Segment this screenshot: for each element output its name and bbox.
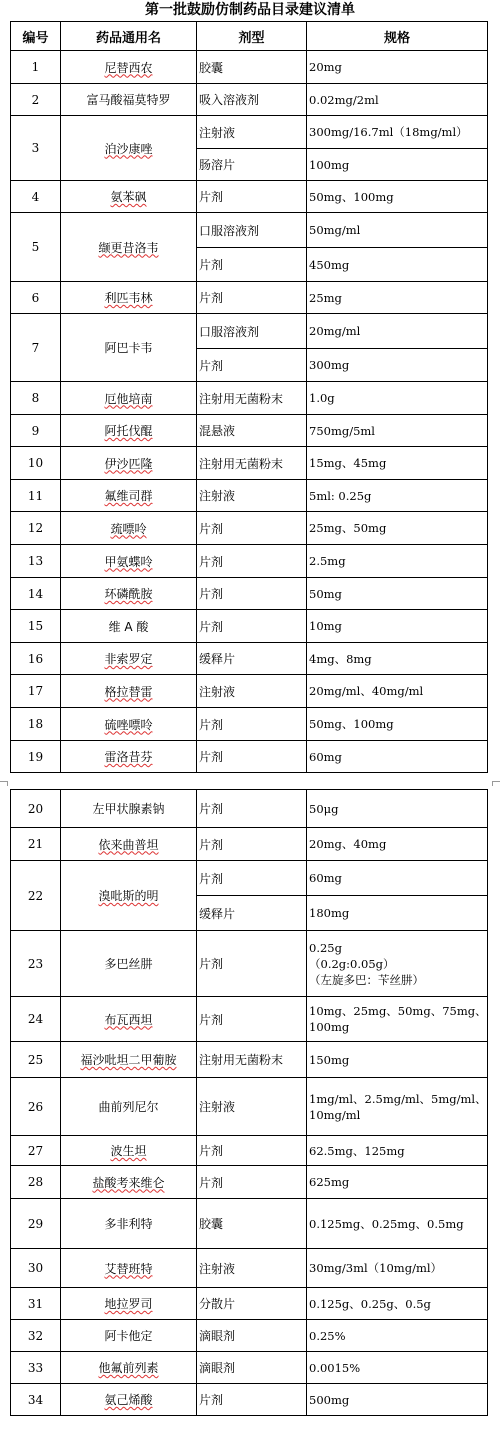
specification: 180mg [307,896,488,931]
specification: 0.0015% [307,1352,488,1384]
dosage-form: 注射液 [197,116,307,149]
row-number: 15 [11,610,61,643]
row-number: 9 [11,415,61,447]
specification: 750mg/5ml [307,415,488,447]
row-number: 14 [11,578,61,610]
dosage-form: 片剂 [197,1136,307,1166]
document-title: 第一批鼓励仿制药品目录建议清单 [145,2,355,18]
drug-name-cell [61,382,197,415]
drug-name: 伊沙匹隆 [104,456,153,471]
dosage-form: 片剂 [197,861,307,896]
dosage-form: 片剂 [197,248,307,282]
dosage-form: 片剂 [197,1166,307,1199]
row-number: 28 [11,1166,61,1199]
drug-name: 氨己烯酸 [104,1393,153,1407]
drug-name-cell [61,675,197,708]
dosage-form: 注射用无菌粉末 [197,1042,307,1078]
table-row [11,578,488,610]
row-number: 27 [11,1136,61,1166]
specification: 1.0g [307,382,488,415]
drug-name-cell [61,1384,197,1416]
specification: 15mg、45mg [307,447,488,480]
drug-name-cell [61,1199,197,1249]
specification: 300mg [307,349,488,382]
drug-name: 缬更昔洛韦 [98,240,159,255]
dosage-form: 片剂 [197,931,307,997]
row-number: 30 [11,1249,61,1288]
page-break [0,778,500,788]
specification: 2.5mg [307,545,488,578]
drug-name: 雷洛昔芬 [104,750,153,764]
dosage-form: 片剂 [197,741,307,773]
table-row [11,675,488,708]
drug-name-cell [61,447,197,480]
dosage-form: 片剂 [197,512,307,545]
drug-name-cell [61,741,197,773]
drug-name: 泊沙康唑 [104,141,153,156]
row-number: 10 [11,447,61,480]
table-row [11,861,488,896]
specification: 25mg、50mg [307,512,488,545]
table-row [11,382,488,415]
specification: 450mg [307,248,488,282]
dosage-form: 注射用无菌粉末 [197,382,307,415]
table-row [11,1352,488,1384]
header-number: 编号 [11,22,61,51]
dosage-form: 片剂 [197,578,307,610]
drug-name: 氟维司群 [104,489,153,503]
table-row [11,828,488,861]
specification: 4mg、8mg [307,643,488,675]
drug-name: 他氟前列素 [98,1361,159,1375]
drug-name-cell [61,213,197,282]
dosage-form: 片剂 [197,282,307,314]
specification: 0.25g （0.2g:0.05g） （左旋多巴：苄丝肼） [307,931,488,997]
dosage-form: 注射液 [197,480,307,512]
dosage-form: 注射液 [197,675,307,708]
drug-name-cell [61,415,197,447]
row-number: 1 [11,51,61,84]
table-row [11,1166,488,1199]
dosage-form: 缓释片 [197,643,307,675]
drug-name: 尼替西农 [104,60,153,75]
table-row [11,1042,488,1078]
drug-name-cell [61,181,197,213]
drug-name-cell [61,116,197,181]
drug-name: 波生坦 [110,1144,147,1158]
row-number: 17 [11,675,61,708]
specification: 10mg、25mg、50mg、75mg、100mg [307,997,488,1042]
specification: 0.125g、0.25g、0.5g [307,1288,488,1320]
dosage-form: 胶囊 [197,1199,307,1249]
row-number: 29 [11,1199,61,1249]
table-row [11,181,488,213]
drug-name-cell [61,931,197,997]
dosage-form: 片剂 [197,828,307,861]
drug-name: 甲氨蝶呤 [104,554,153,569]
drug-name-cell [61,51,197,84]
drug-name: 依来曲普坦 [98,837,159,852]
table-row [11,84,488,116]
dosage-form: 注射液 [197,1249,307,1288]
specification: 20mg [307,51,488,84]
row-number: 20 [11,790,61,828]
table-row [11,1078,488,1136]
row-number: 8 [11,382,61,415]
dosage-form: 胶囊 [197,51,307,84]
drug-name: 布瓦西坦 [104,1012,153,1027]
dosage-form: 片剂 [197,610,307,643]
specification: 1mg/ml、2.5mg/ml、5mg/ml、10mg/ml [307,1078,488,1136]
row-number: 26 [11,1078,61,1136]
drug-name-cell [61,480,197,512]
row-number: 2 [11,84,61,116]
table-row [11,741,488,773]
specification: 20mg、40mg [307,828,488,861]
drug-name: 维 A 酸 [108,619,149,634]
table-row [11,1288,488,1320]
drug-name-cell [61,1320,197,1352]
specification: 20mg/ml、40mg/ml [307,675,488,708]
table-row [11,447,488,480]
drug-name-cell [61,1352,197,1384]
drug-name: 艾替班特 [104,1261,153,1276]
specification: 60mg [307,741,488,773]
drug-list-table-part-1 [10,21,488,773]
row-number: 24 [11,997,61,1042]
drug-name-cell [61,828,197,861]
dosage-form: 吸入溶液剂 [197,84,307,116]
drug-name-cell [61,790,197,828]
drug-name: 厄他培南 [104,391,153,406]
drug-name: 氨苯砜 [110,190,147,204]
dosage-form: 片剂 [197,349,307,382]
drug-name-cell [61,1249,197,1288]
row-number: 12 [11,512,61,545]
drug-name-cell [61,708,197,741]
specification: 625mg [307,1166,488,1199]
row-number: 22 [11,861,61,931]
drug-name: 巯嘌呤 [110,521,147,536]
row-number: 21 [11,828,61,861]
dosage-form: 注射液 [197,1078,307,1136]
drug-name-cell [61,1136,197,1166]
drug-name: 曲前列尼尔 [98,1100,159,1114]
page-break-marker-right [492,781,500,786]
header-drug-name: 药品通用名 [61,22,197,51]
drug-name: 阿托伐醌 [104,424,153,438]
specification: 0.125mg、0.25mg、0.5mg [307,1199,488,1249]
dosage-form: 注射用无菌粉末 [197,447,307,480]
dosage-form: 混悬液 [197,415,307,447]
specification: 150mg [307,1042,488,1078]
table-row [11,1320,488,1352]
table-row [11,545,488,578]
specification: 300mg/16.7ml（18mg/ml） [307,116,488,149]
table-row [11,282,488,314]
table-row [11,643,488,675]
drug-name-cell [61,1166,197,1199]
table-row [11,708,488,741]
drug-name-cell [61,282,197,314]
drug-name: 多巴丝肼 [104,957,153,971]
drug-name-cell [61,643,197,675]
table-row [11,480,488,512]
specification: 50mg/ml [307,213,488,248]
row-number: 13 [11,545,61,578]
page-break-marker-left [0,781,8,786]
table-row [11,415,488,447]
dosage-form: 片剂 [197,181,307,213]
drug-name-cell [61,861,197,931]
drug-name-cell [61,1078,197,1136]
row-number: 34 [11,1384,61,1416]
row-number: 33 [11,1352,61,1384]
row-number: 5 [11,213,61,282]
dosage-form: 口服溶液剂 [197,314,307,349]
drug-name-cell [61,314,197,382]
dosage-form: 缓释片 [197,896,307,931]
dosage-form: 肠溶片 [197,149,307,181]
specification: 0.25% [307,1320,488,1352]
specification: 50mg、100mg [307,181,488,213]
row-number: 4 [11,181,61,213]
specification: 62.5mg、125mg [307,1136,488,1166]
table-row [11,314,488,349]
drug-name: 非索罗定 [104,652,153,666]
table-row [11,512,488,545]
dosage-form: 片剂 [197,708,307,741]
specification: 50mg [307,578,488,610]
specification: 50μg [307,790,488,828]
table-row [11,51,488,84]
dosage-form: 片剂 [197,997,307,1042]
drug-name-cell [61,84,197,116]
dosage-form: 滴眼剂 [197,1352,307,1384]
specification: 30mg/3ml（10mg/ml） [307,1249,488,1288]
drug-name-cell [61,997,197,1042]
table-row [11,790,488,828]
drug-name-cell [61,545,197,578]
row-number: 23 [11,931,61,997]
row-number: 3 [11,116,61,181]
drug-name: 多非利特 [104,1217,153,1231]
table-row [11,997,488,1042]
header-specification: 规格 [307,22,488,51]
drug-name-cell [61,512,197,545]
table-row [11,1199,488,1249]
table-row [11,116,488,149]
drug-name: 地拉罗司 [104,1297,153,1311]
table-row [11,1384,488,1416]
drug-name-cell [61,1288,197,1320]
header-dosage-form: 剂型 [197,22,307,51]
drug-name: 盐酸考来维仑 [92,1175,165,1190]
specification: 50mg、100mg [307,708,488,741]
drug-name-cell [61,578,197,610]
row-number: 18 [11,708,61,741]
drug-name: 格拉替雷 [104,684,153,699]
specification: 0.02mg/2ml [307,84,488,116]
row-number: 6 [11,282,61,314]
row-number: 31 [11,1288,61,1320]
drug-name: 阿卡他定 [104,1329,153,1343]
specification: 10mg [307,610,488,643]
table-row [11,213,488,248]
row-number: 7 [11,314,61,382]
drug-name: 环磷酰胺 [104,587,153,601]
specification: 500mg [307,1384,488,1416]
specification: 20mg/ml [307,314,488,349]
dosage-form: 滴眼剂 [197,1320,307,1352]
drug-name-cell [61,610,197,643]
drug-name: 利匹韦林 [104,291,153,305]
drug-name-cell [61,1042,197,1078]
specification: 100mg [307,149,488,181]
dosage-form: 片剂 [197,545,307,578]
row-number: 25 [11,1042,61,1078]
dosage-form: 片剂 [197,790,307,828]
drug-name: 溴吡斯的明 [98,889,159,903]
row-number: 16 [11,643,61,675]
dosage-form: 口服溶液剂 [197,213,307,248]
table-row [11,931,488,997]
dosage-form: 片剂 [197,1384,307,1416]
table-row [11,610,488,643]
specification: 25mg [307,282,488,314]
row-number: 11 [11,480,61,512]
drug-name: 左甲状腺素钠 [92,802,165,816]
drug-list-table-part-2 [10,789,488,1416]
table-row [11,1136,488,1166]
specification: 5ml: 0.25g [307,480,488,512]
row-number: 32 [11,1320,61,1352]
drug-name: 富马酸福莫特罗 [86,93,171,107]
table-header-row [11,22,488,51]
drug-name: 阿巴卡韦 [104,341,153,355]
table-row [11,1249,488,1288]
drug-name: 福沙吡坦二甲葡胺 [80,1053,177,1067]
dosage-form: 分散片 [197,1288,307,1320]
drug-name: 硫唑嘌呤 [104,717,153,732]
row-number: 19 [11,741,61,773]
specification: 60mg [307,861,488,896]
